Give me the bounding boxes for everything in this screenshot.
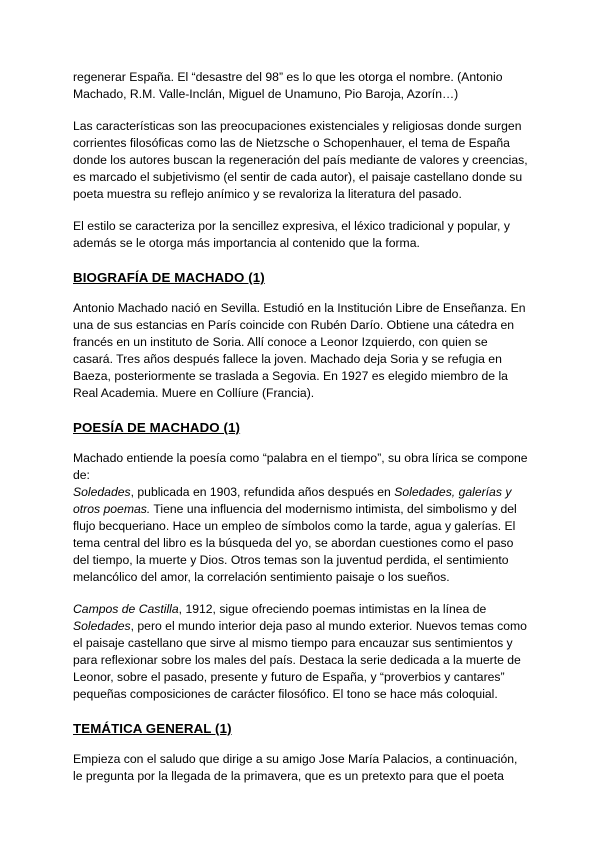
poesia-intro-paragraph: Machado entiende la poesía como “palabra en el tiempo”, su obra lírica se compone de: [73,451,528,482]
campos-paragraph [73,601,528,703]
campos-soledades-ref: Soledades [73,619,131,633]
soledades-mid-text: , publicada en 1903, refundida años después en [130,485,395,499]
soledades-galerias-title: Soledades, galerías y otros poemas. [73,485,512,516]
intro-paragraph-2: Las características son las preocupaciones existenciales y religiosas donde surgen corrientes filosóficas como las de Nietzsche o Schopenhauer, el tema de España donde los autores buscan la regeneración del país mediante de valores y creencias, es marcado el subjetivismo (el sentir de cada autor), el paisaje castellano donde su poeta muestra su reflejo anímico y se revaloriza la literatura del pasado. [73,119,528,201]
tematica-paragraph: Empieza con el saludo que dirige a su amigo Jose María Palacios, a continuación, le pregunta por la llegada de la primavera, que es un pretexto para que el poeta [73,752,518,783]
intro-paragraph-1: regenerar España. El “desastre del 98” es lo que les otorga el nombre. (Antonio Machado, R.M. Valle-Inclán, Miguel de Unamuno, Pio Baroja, Azorín…) [73,70,503,101]
section-heading-biografia: BIOGRAFÍA DE MACHADO (1) [73,270,265,285]
campos-mid-text: , 1912, sigue ofreciendo poemas intimistas en la línea de [178,602,487,616]
campos-description: , pero el mundo interior deja paso al mundo exterior. Nuevos temas como el paisaje castellano que sirve al mismo tiempo para encauzar sus sentimientos y para reflexionar sobre los males del país. Destaca la serie dedicada a la muerte de Leonor, sobre el pasado, presente y futuro de España, y “proverbios y cantares” pequeñas composiciones de carácter filosófico. El tono se hace más coloquial. [73,619,527,701]
biografia-paragraph: Antonio Machado nació en Sevilla. Estudió en la Institución Libre de Enseñanza. En una de sus estancias en París coincide con Rubén Darío. Obtiene una cátedra en francés en un instituto de Soria. Allí conoce a Leonor Izquierdo, con quien se casará. Tres años después fallece la joven. Machado deja Soria y se refugia en Baeza, posteriormente se traslada a Segovia. En 1927 es elegido miembro de la Real Academia. Muere en Collíure (Francia). [73,301,526,400]
campos-title: Campos de Castilla [73,602,179,616]
soledades-description: Tiene una influencia del modernismo intimista, del simbolismo y del flujo becqueriano. Hace un empleo de símbolos como la tarde, agua y galerías. El tema central del libro es la búsqueda del yo, se abordan cuestiones como el paso del tiempo, la muerte y Dios. Otros temas son la juventud perdida, el sentimiento melancólico del amor, la correlación sentimiento paisaje o los sueños. [73,502,517,584]
soledades-title: Soledades [73,485,131,499]
soledades-paragraph [73,484,528,586]
section-heading-poesia: POESÍA DE MACHADO (1) [73,420,241,435]
section-heading-tematica: TEMÁTICA GENERAL (1) [73,721,232,736]
document-body [73,69,528,785]
intro-paragraph-3: El estilo se caracteriza por la sencillez expresiva, el léxico tradicional y popular, y además se le otorga más importancia al contenido que la forma. [73,219,510,250]
